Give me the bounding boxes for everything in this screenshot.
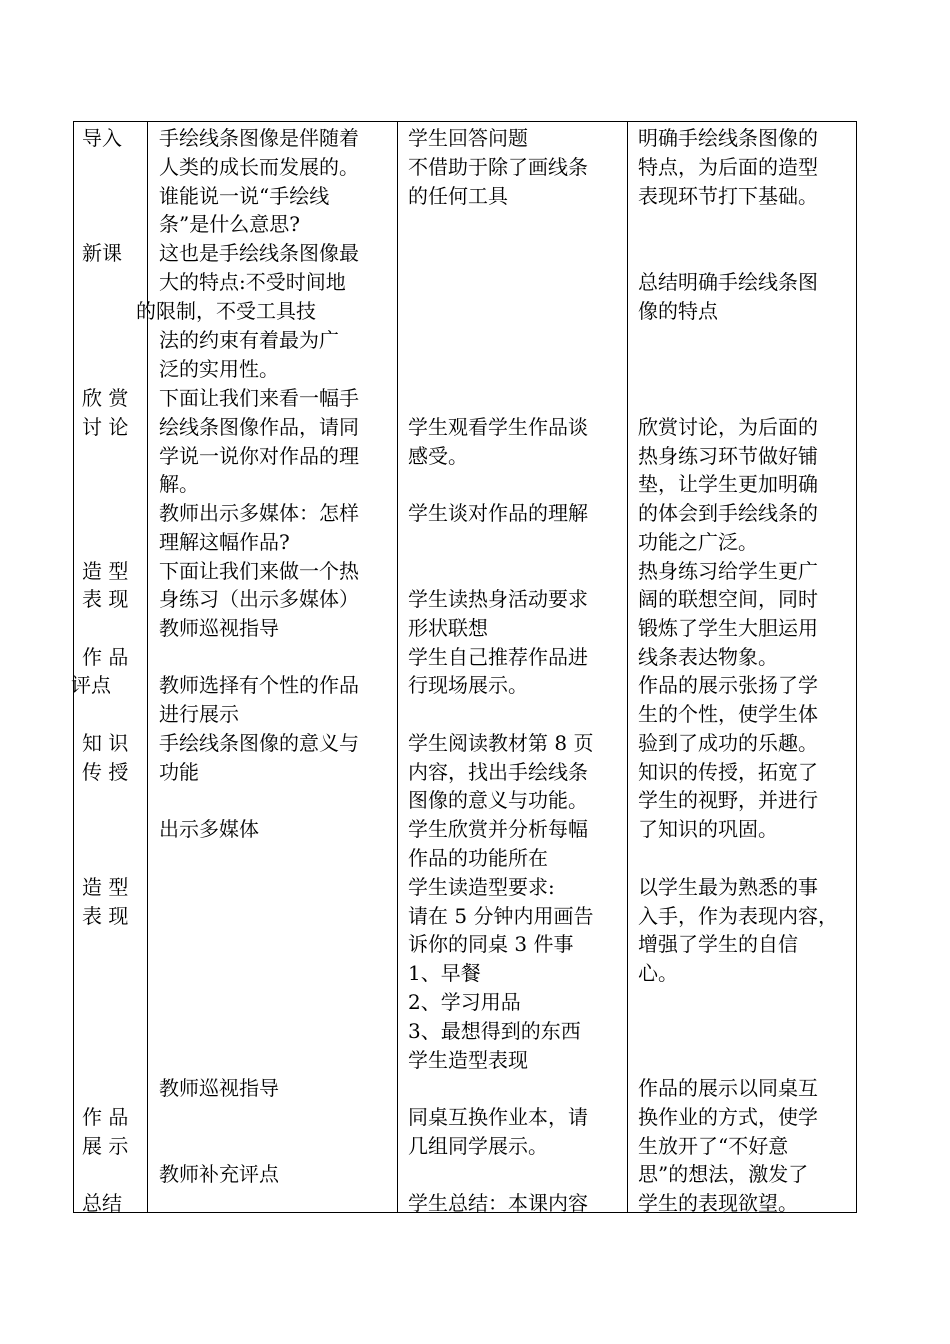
intent-text-line: 知识的传授，拓宽了 [638,760,818,784]
student-text-line: 图像的意义与功能。 [408,788,588,812]
student-text-line: 学生欣赏并分析每幅 [408,817,588,841]
student-text-line: 同桌互换作业本，请 [408,1105,588,1129]
stage-label: 表 现 [82,904,129,928]
intent-text-line: 明确手绘线条图像的 [638,126,818,150]
intent-text-line: 思”的想法，激发了 [638,1162,809,1186]
stage-label: 总结 [82,1191,122,1215]
intent-text-line: 阔的联想空间，同时 [638,587,818,611]
intent-text-line: 作品的展示张扬了学 [638,673,818,697]
stage-label: 欣 赏 [82,386,129,410]
teacher-text-line: 教师出示多媒体：怎样 [159,501,359,525]
stage-label: 作 品 [82,1105,129,1129]
teacher-text-line: 教师巡视指导 [159,616,279,640]
stage-label: 造 型 [82,875,129,899]
student-text-line: 1、早餐 [408,961,481,985]
student-text-line: 学生读热身活动要求 [408,587,588,611]
intent-text-line: 特点，为后面的造型 [638,155,818,179]
teacher-text-line: 这也是手绘线条图像最 [159,241,359,265]
intent-text-line: 心。 [638,961,678,985]
intent-text-line: 热身练习给学生更广 [638,559,818,583]
intent-text-line: 换作业的方式，使学 [638,1105,818,1129]
intent-text-line: 生的个性，使学生体 [638,702,818,726]
teacher-text-line: 绘线条图像作品，请同 [159,415,359,439]
intent-text-line: 锻炼了学生大胆运用 [638,616,818,640]
stage-column [71,122,147,1215]
student-text-line: 3、最想得到的东西 [408,1019,581,1043]
teacher-text-line: 谁能说一说“手绘线 [159,184,330,208]
teacher-text-line: 学说一说你对作品的理 [159,444,359,468]
teacher-text-line: 功能 [159,760,199,784]
student-text-line: 内容，找出手绘线条 [408,760,588,784]
student-activity-column [398,122,627,1215]
teacher-text-line: 法的约束有着最为广 [159,328,339,352]
student-text-line: 诉你的同桌 3 件事 [408,932,574,956]
student-text-line: 2、学习用品 [408,990,521,1014]
stage-label: 造 型 [82,559,129,583]
teacher-text-line: 进行展示 [159,702,239,726]
teacher-text-line: 下面让我们来看一幅手 [159,386,359,410]
stage-label: 评点 [71,673,111,697]
student-text-line: 学生总结：本课内容 [408,1191,588,1215]
teacher-text-line: 的限制，不受工具技 [136,299,316,323]
intent-text-line: 欣赏讨论，为后面的 [638,415,818,439]
intent-text-line: 表现环节打下基础。 [638,184,818,208]
teacher-text-line: 理解这幅作品? [159,530,290,554]
student-text-line: 学生造型表现 [408,1048,528,1072]
student-text-line: 学生阅读教材第 8 页 [408,731,594,755]
teacher-text-line: 条”是什么意思? [159,212,300,236]
student-text-line: 形状联想 [408,616,488,640]
student-text-line: 感受。 [408,444,468,468]
student-text-line: 作品的功能所在 [408,846,548,870]
intent-text-line: 了知识的巩固。 [638,817,778,841]
teacher-text-line: 解。 [159,472,199,496]
stage-label: 传 授 [82,760,129,784]
intent-text-line: 的体会到手绘线条的 [638,501,818,525]
student-text-line: 学生自己推荐作品进 [408,645,588,669]
stage-label: 导入 [82,126,122,150]
student-text-line: 请在 5 分钟内用画告 [408,904,594,928]
intent-text-line: 学生的表现欲望。 [638,1191,798,1215]
stage-label: 表 现 [82,587,129,611]
stage-label: 展 示 [82,1134,129,1158]
student-text-line: 行现场展示。 [408,673,528,697]
teacher-text-line: 手绘线条图像是伴随着 [159,126,359,150]
teacher-text-line: 泛的实用性。 [159,357,279,381]
intent-text-line: 学生的视野，并进行 [638,788,818,812]
teacher-text-line: 教师巡视指导 [159,1076,279,1100]
intent-text-line: 以学生最为熟悉的事 [638,875,818,899]
stage-label: 讨 论 [82,415,129,439]
teacher-text-line: 出示多媒体 [159,817,259,841]
intent-text-line: 验到了成功的乐趣。 [638,731,818,755]
intent-text-line: 总结明确手绘线条图 [638,270,818,294]
teacher-text-line: 手绘线条图像的意义与 [159,731,359,755]
student-text-line: 的任何工具 [408,184,508,208]
design-intent-column [628,122,857,1215]
intent-text-line: 线条表达物象。 [638,645,778,669]
teacher-text-line: 身练习（出示多媒体） [159,587,359,611]
teacher-activity-column [136,122,397,1212]
intent-text-line: 入手，作为表现内容， [638,904,838,928]
stage-label: 作 品 [82,645,129,669]
teacher-text-line: 人类的成长而发展的。 [159,155,359,179]
stage-label: 新课 [82,241,122,265]
student-text-line: 不借助于除了画线条 [408,155,588,179]
student-text-line: 学生观看学生作品谈 [408,415,588,439]
teacher-text-line: 下面让我们来做一个热 [159,559,359,583]
student-text-line: 几组同学展示。 [408,1134,548,1158]
student-text-line: 学生回答问题 [408,126,528,150]
intent-text-line: 作品的展示以同桌互 [638,1076,818,1100]
intent-text-line: 增强了学生的自信 [638,932,798,956]
intent-text-line: 热身练习环节做好铺 [638,444,818,468]
stage-label: 知 识 [82,731,129,755]
lesson-plan-table [73,121,857,1213]
teacher-text-line: 教师选择有个性的作品 [159,673,359,697]
intent-text-line: 功能之广泛。 [638,530,758,554]
student-text-line: 学生谈对作品的理解 [408,501,588,525]
teacher-text-line: 教师补充评点 [159,1162,279,1186]
intent-text-line: 像的特点 [638,299,718,323]
intent-text-line: 生放开了“不好意 [638,1134,789,1158]
student-text-line: 学生读造型要求: [408,875,555,899]
intent-text-line: 垫，让学生更加明确 [638,472,818,496]
teacher-text-line: 大的特点:不受时间地 [159,270,346,294]
